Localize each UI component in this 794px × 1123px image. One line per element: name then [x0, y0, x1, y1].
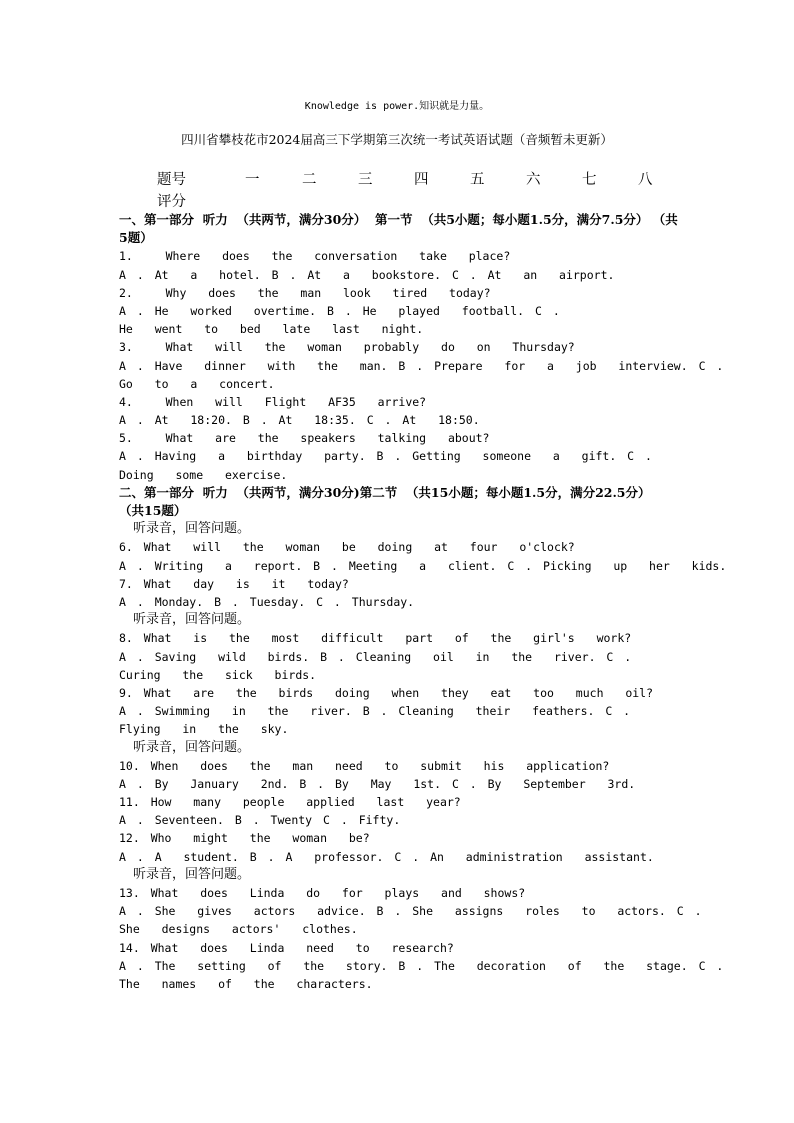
- score-column: 二: [302, 172, 317, 188]
- question-line: A . Seventeen. B . Twenty C . Fifty.: [119, 813, 401, 828]
- question-line: Go to a concert.: [119, 376, 275, 391]
- question-line: The names of the characters.: [119, 976, 373, 991]
- page-title: 四川省攀枝花市2024届高三下学期第三次统一考试英语试题（音频暂未更新）: [181, 132, 613, 147]
- question-line: 4. When will Flight AF35 arrive?: [119, 394, 427, 409]
- question-line: A . She gives actors advice. B . She assigns roles to actors. C .: [119, 904, 702, 919]
- question-line: 10. When does the man need to submit his application?: [119, 758, 610, 773]
- question-line: Curing the sick birds.: [119, 667, 317, 682]
- listen-instruction: 听录音，回答问题。: [133, 612, 251, 628]
- question-group: [119, 629, 679, 738]
- question-line: 8. What is the most difficult part of the girl's work?: [119, 631, 632, 646]
- question-line: A . Saving wild birds. B . Cleaning oil in the river. C .: [119, 649, 632, 664]
- question-line: 9. What are the birds doing when they eat too much oil?: [119, 685, 654, 700]
- question-line: A . A student. B . A professor. C . An administration assistant.: [119, 849, 654, 864]
- question-line: A . At a hotel. B . At a bookstore. C . At an airport.: [119, 267, 615, 282]
- question-line: Doing some exercise.: [119, 467, 288, 482]
- section-heading: 一、第一部分 听力 （共两节，满分30分） 第一节 （共5小题；每小题1.5分，满分7.5分） （共5题）: [119, 212, 678, 246]
- question-line: A . Swimming in the river. B . Cleaning their feathers. C .: [119, 704, 631, 719]
- question-line: A . The setting of the story. B . The decoration of the stage. C .: [119, 958, 724, 973]
- score-column: 三: [358, 172, 373, 188]
- question-line: 5. What are the speakers talking about?: [119, 431, 490, 446]
- listen-instruction: 听录音，回答问题。: [133, 521, 251, 537]
- question-line: 1. Where does the conversation take place?: [119, 249, 511, 264]
- question-line: A . Having a birthday party. B . Getting someone a gift. C .: [119, 449, 652, 464]
- question-line: 12. Who might the woman be?: [119, 831, 370, 846]
- question-line: 11. How many people applied last year?: [119, 795, 461, 810]
- question-line: A . Have dinner with the man. B . Prepare for a job interview. C .: [119, 358, 724, 373]
- question-line: 6. What will the woman be doing at four o'clock?: [119, 540, 575, 555]
- score-label-question-number: 题号: [157, 172, 186, 188]
- question-line: He went to bed late last night.: [119, 322, 424, 337]
- header-note: Knowledge is power.知识就是力量。: [304, 101, 490, 112]
- question-line: A . He worked overtime. B . He played football. C .: [119, 303, 560, 318]
- question-line: Flying in the sky.: [119, 722, 289, 737]
- question-line: A . Writing a report. B . Meeting a client. C . Picking up her kids.: [119, 558, 727, 573]
- section-1-questions: [119, 247, 724, 483]
- score-column: 七: [582, 172, 597, 188]
- question-line: 13. What does Linda do for plays and shows?: [119, 886, 526, 900]
- score-column: 一: [245, 172, 260, 188]
- score-column: 八: [638, 172, 653, 188]
- score-label-score: 评分: [157, 194, 186, 210]
- score-table-header: [157, 168, 677, 188]
- question-line: A . At 18:20. B . At 18:35. C . At 18:50.: [119, 413, 480, 428]
- score-column: 四: [414, 172, 429, 188]
- listen-instruction: 听录音，回答问题。: [133, 739, 251, 755]
- score-column: 五: [470, 172, 485, 188]
- exam-content: [119, 211, 727, 993]
- score-column: 六: [526, 172, 541, 188]
- question-line: A . Monday. B . Tuesday. C . Thursday.: [119, 595, 415, 609]
- question-line: 7. What day is it today?: [119, 576, 349, 591]
- question-group: [119, 757, 679, 866]
- question-group: [119, 884, 724, 993]
- question-group: [119, 538, 727, 611]
- question-line: She designs actors' clothes.: [119, 922, 358, 937]
- question-line: 14. What does Linda need to research?: [119, 940, 454, 955]
- section-heading: 二、第一部分 听力 （共两节，满分30分)第二节 （共15小题；每小题1.5分，满分22.5分） （共15题）: [119, 484, 655, 519]
- question-line: 2. Why does the man look tired today?: [119, 285, 491, 300]
- listen-instruction: 听录音，回答问题。: [133, 866, 251, 882]
- question-line: A . By January 2nd. B . By May 1st. C . By September 3rd.: [119, 776, 636, 791]
- question-line: 3. What will the woman probably do on Thursday?: [119, 340, 575, 355]
